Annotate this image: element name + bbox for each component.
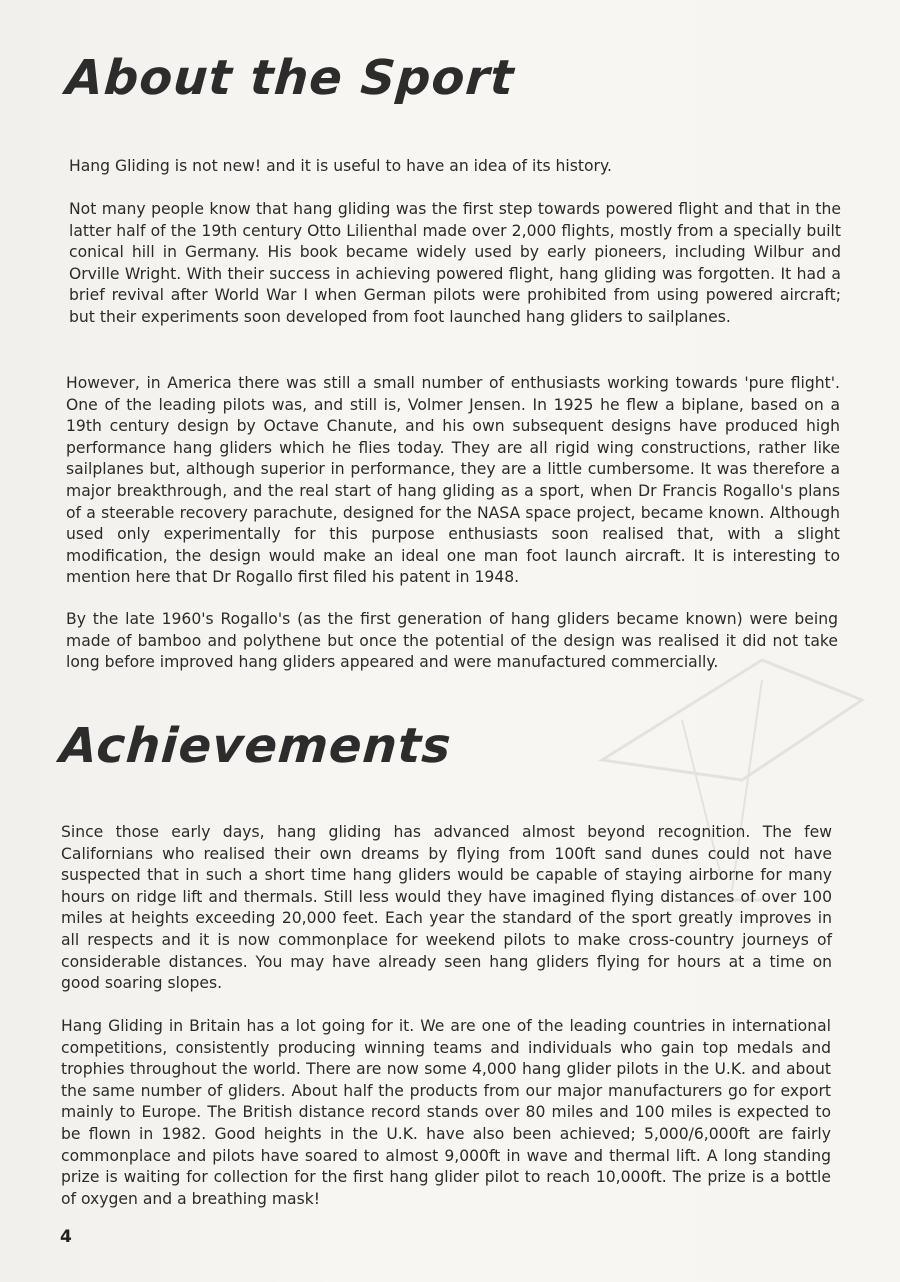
history-paragraph-1960s: By the late 1960's Rogallo's (as the first generation of hang gliders became known) were being made of bamboo and polythene but once the potential of the design was realised it did not take long before improved hang gliders appeared and were manufactured commercially.	[66, 610, 838, 672]
achievements-paragraph-britain: Hang Gliding in Britain has a lot going for it. We are one of the leading countries in international competitions, consistently producing winning teams and individuals who gain top medals and trophies throughout the world. There are now some 4,000 hang glider pilots in the U.K. and about the same number of gliders. About half the products from our major manufacturers go for export mainly to Europe. The British distance record stands over 80 miles and 100 miles is expected to be flown in 1982. Good heights in the U.K. have also been achieved; 5,000/6,000ft are fairly commonplace and pilots have soared to almost 9,000ft in wave and thermal lift. A long standing prize is waiting for collection for the first hang glider pilot to reach 10,000ft. The prize is a bottle of oxygen and a breathing mask!	[61, 1017, 831, 1208]
intro-paragraph: Hang Gliding is not new! and it is useful to have an idea of its history.	[69, 157, 612, 175]
history-paragraph-lilienthal: Not many people know that hang gliding was the first step towards powered flight and that in the latter half of the 19th century Otto Lilienthal made over 2,000 flights, mostly from a specially built conical hill in Germany. His book became widely used by early pioneers, including Wilbur and Orville Wright. With their success in achieving powered flight, hang gliding was forgotten. It had a brief revival after World War I when German pilots were prohibited from using powered aircraft; but their experiments soon developed from foot launched hang gliders to sailplanes.	[69, 200, 841, 326]
section-heading-about-the-sport: About the Sport	[64, 50, 517, 106]
section-heading-achievements: Achievements	[58, 718, 454, 774]
history-paragraph-america: However, in America there was still a small number of enthusiasts working towards 'pure flight'. One of the leading pilots was, and still is, Volmer Jensen. In 1925 he flew a biplane, based on a 19th century design by Octave Chanute, and his own subsequent designs have produced high performance hang gliders which he flies today. They are all rigid wing constructions, rather like sailplanes but, although superior in performance, they are a little cumbersome. It was therefore a major breakthrough, and the real start of hang gliding as a sport, when Dr Francis Rogallo's plans of a steerable recovery parachute, designed for the NASA space project, became known. Although used only experimentally for this purpose enthusiasts soon realised that, with a slight modification, the design would make an ideal one man foot launch aircraft. It is interesting to mention here that Dr Rogallo first filed his patent in 1948.	[66, 374, 840, 587]
page-number: 4	[60, 1227, 72, 1247]
achievements-paragraph-progress: Since those early days, hang gliding has advanced almost beyond recognition. The few Californians who realised their own dreams by flying from 100ft sand dunes could not have suspected that in such a short time hang gliders would be capable of staying airborne for many hours on ridge lift and thermals. Still less would they have imagined flying distances of over 100 miles at heights exceeding 20,000 feet. Each year the standard of the sport greatly improves in all respects and it is now commonplace for weekend pilots to make cross-country journeys of considerable distances. You may have already seen hang gliders flying for hours at a time on good soaring slopes.	[61, 823, 832, 993]
